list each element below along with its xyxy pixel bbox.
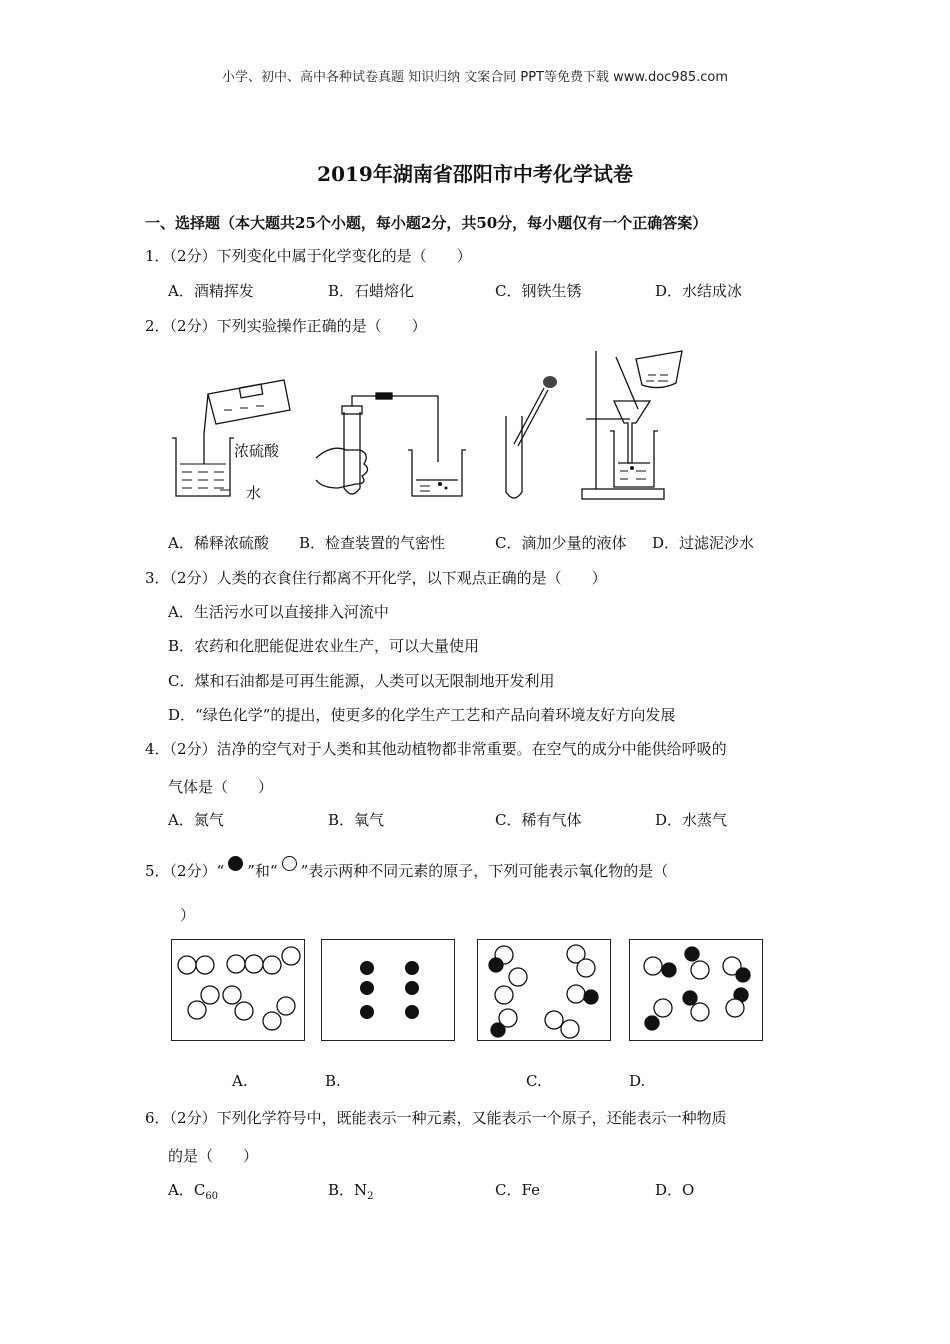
q1-stem: 1．（2分）下列变化中属于化学变化的是（ ） <box>145 247 472 265</box>
q2-option-b: B．检查装置的气密性 <box>299 534 446 552</box>
q4-stem-cont: 气体是（ ） <box>168 778 274 796</box>
q6-option-d <box>655 1179 694 1200</box>
black-atom-icon <box>228 856 243 871</box>
q1-option-d: D．水结成冰 <box>655 282 743 300</box>
q3-option-b: B．农药和化肥能促进农业生产，可以大量使用 <box>168 637 480 655</box>
q5-option-a: A. <box>232 1072 248 1090</box>
q2-option-c: C．滴加少量的液体 <box>495 534 627 552</box>
q5-option-b: B. <box>325 1072 341 1090</box>
q4-option-b: B．氧气 <box>328 811 385 829</box>
q2-option-d: D．过滤泥沙水 <box>652 534 755 552</box>
q6-option-d-main: D．O <box>655 1181 695 1199</box>
q2-option-a: A．稀释浓硫酸 <box>168 534 269 552</box>
q1-option-c: C．钢铁生锈 <box>495 282 582 300</box>
q6-option-b-main: B．N <box>328 1181 368 1199</box>
q3-option-d: D．“绿色化学”的提出，使更多的化学生产工艺和产品向着环境友好方向发展 <box>168 706 676 724</box>
q5-option-c: C. <box>526 1072 542 1090</box>
q6-option-c <box>495 1179 540 1200</box>
q3-stem: 3．（2分）人类的衣食住行都离不开化学，以下观点正确的是（ ） <box>145 569 607 587</box>
q5-stem-prefix: 5．（2分）“ <box>145 862 225 880</box>
q6-option-b <box>328 1179 374 1202</box>
q1-option-a: A．酒精挥发 <box>168 282 254 300</box>
q4-option-d: D．水蒸气 <box>655 811 728 829</box>
q5-box-b <box>321 939 455 1041</box>
q5-stem <box>145 860 668 881</box>
q2-figure-b <box>312 392 472 504</box>
q5-box-d <box>629 939 763 1041</box>
q4-option-a: A．氮气 <box>168 811 224 829</box>
q5-stem-suffix: ”表示两种不同元素的原子，下列可能表示氧化物的是（ <box>300 862 669 880</box>
white-atom-icon <box>282 856 297 871</box>
q5-stem-mid: ”和“ <box>247 862 278 880</box>
q4-stem: 4．（2分）洁净的空气对于人类和其他动植物都非常重要。在空气的成分中能供给呼吸的 <box>145 740 727 758</box>
page-title: 2019年湖南省邵阳市中考化学试卷 <box>317 162 633 186</box>
q4-option-c: C．稀有气体 <box>495 811 582 829</box>
q5-option-d: D. <box>629 1072 646 1090</box>
q6-option-b-sub: 2 <box>367 1191 374 1202</box>
q6-option-c-main: C．Fe <box>495 1181 540 1199</box>
q3-option-a: A．生活污水可以直接排入河流中 <box>168 603 389 621</box>
q2-figure-c <box>500 374 570 504</box>
page-header: 小学、初中、高中各种试卷真题 知识归纳 文案合同 PPT等免费下载 www.doc985.com <box>221 70 729 85</box>
q5-box-c <box>477 939 611 1041</box>
q2-figure-d <box>580 347 700 507</box>
section-heading: 一、选择题（本大题共25个小题，每小题2分，共50分，每小题仅有一个正确答案） <box>145 214 708 232</box>
q2-label-acid: 浓硫酸 <box>234 442 280 460</box>
q6-option-a-main: A．C <box>168 1181 206 1199</box>
q5-stem-cont: ） <box>180 906 196 924</box>
q6-stem-cont: 的是（ ） <box>168 1147 259 1165</box>
q5-box-a <box>171 939 305 1041</box>
q6-option-a-sub: 60 <box>205 1191 219 1202</box>
q6-option-a <box>168 1179 218 1202</box>
q1-option-b: B．石蜡熔化 <box>328 282 415 300</box>
q6-stem: 6．（2分）下列化学符号中，既能表示一种元素，又能表示一个原子，还能表示一种物质 <box>145 1109 727 1127</box>
q3-option-c: C．煤和石油都是可再生能源，人类可以无限制地开发利用 <box>168 672 555 690</box>
q2-stem: 2．（2分）下列实验操作正确的是（ ） <box>145 317 427 335</box>
q2-label-water: 水 <box>246 484 262 502</box>
